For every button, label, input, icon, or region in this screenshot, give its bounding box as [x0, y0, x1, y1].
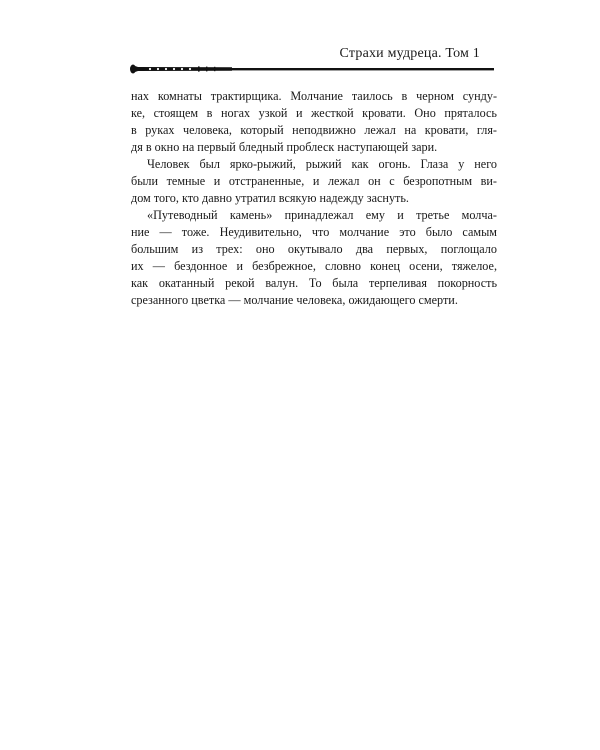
text-line: «Путеводный камень» принадлежал ему и третье молча- [147, 208, 497, 222]
text-line: дом того, кто давно утратил всякую надежду заснуть. [131, 191, 409, 205]
paragraph [131, 156, 497, 207]
text-line: Человек был ярко-рыжий, рыжий как огонь. Глаза у него [147, 157, 497, 171]
header-title: Страхи мудреца. Том 1 [339, 46, 480, 61]
paragraph [131, 88, 497, 156]
body-text [131, 88, 497, 309]
flute-ornament-icon [128, 62, 494, 76]
text-line: срезанного цветка — молчание человека, ожидающего смерти. [131, 293, 458, 307]
text-line: ке, стоящем в ногах узкой и жесткой кровати. Оно пряталось [131, 106, 497, 120]
text-line: в руках человека, который неподвижно лежал на кровати, гля- [131, 123, 497, 137]
text-line: дя в окно на первый бледный проблеск наступающей зари. [131, 140, 438, 154]
text-line: были темные и отстраненные, и лежал он с безропотным ви- [131, 174, 497, 188]
text-line: их — бездонное и безбрежное, словно конец осени, тяжелое, [131, 259, 497, 273]
text-line: нах комнаты трактирщика. Молчание таилось в черном сунду- [131, 89, 497, 103]
running-header [128, 46, 494, 76]
text-line: большим из трех: оно окутывало два первых, поглощало [131, 242, 497, 256]
paragraph [131, 207, 497, 309]
text-line: как окатанный рекой валун. То была терпеливая покорность [131, 276, 497, 290]
text-line: ние — тоже. Неудивительно, что молчание это было самым [131, 225, 497, 239]
